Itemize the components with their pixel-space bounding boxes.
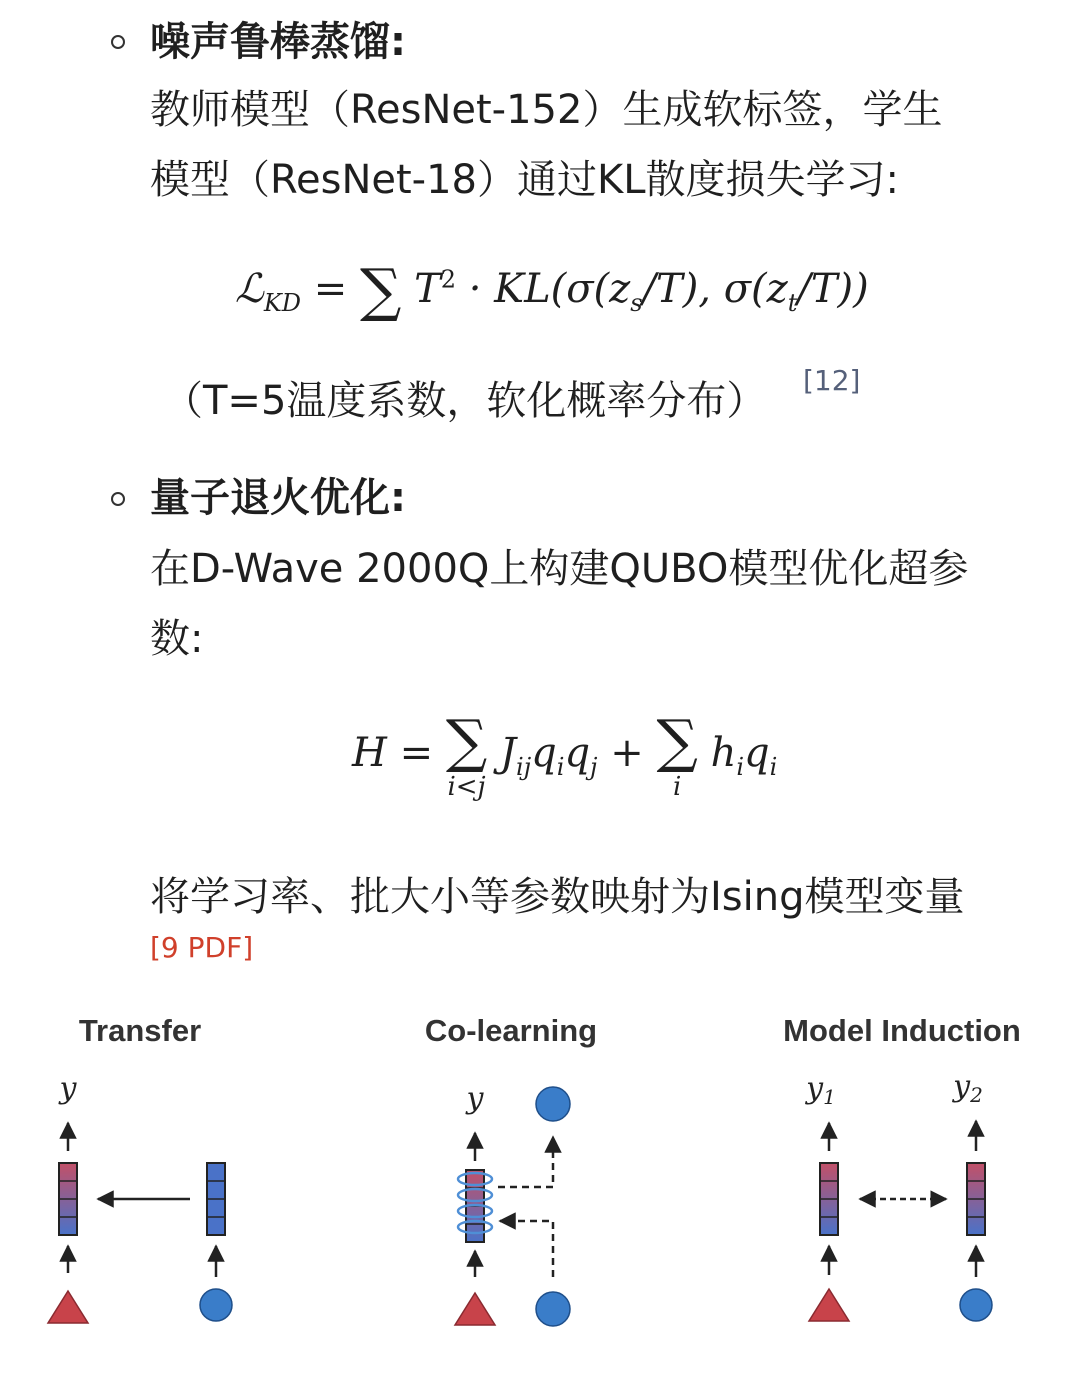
paragraph-line: 教师模型（ResNet-152）生成软标签，学生 <box>150 87 943 133</box>
formula-term: /T)) <box>797 266 869 312</box>
formula-symbol: q <box>564 730 591 776</box>
formula-symbol: h <box>710 730 737 776</box>
formula-symbol: J <box>499 730 517 776</box>
temperature-note: （T=5温度系数，软化概率分布） <box>163 378 767 424</box>
formula-exponent: 2 <box>440 265 457 294</box>
formula-operator: = <box>399 730 434 776</box>
output-circle-icon <box>536 1087 570 1121</box>
ising-mapping-text: 将学习率、批大小等参数映射为Ising模型变量 <box>150 874 965 920</box>
formula-symbol: T <box>414 266 441 312</box>
teacher-model-bar <box>207 1163 225 1235</box>
paragraph-line: 数: <box>150 616 204 662</box>
input-triangle-icon <box>455 1293 495 1325</box>
student-model-bar <box>59 1163 77 1235</box>
formula-subscript: t <box>787 289 798 317</box>
output-label-y2: $y_2$ <box>953 1069 983 1107</box>
input-circle-icon <box>960 1289 992 1321</box>
panel-title-co-learning: Co-learning <box>424 1013 598 1048</box>
formula-symbol: H <box>352 730 387 776</box>
transfer-diagram <box>48 1071 232 1323</box>
formula-subscript: ij <box>516 753 532 781</box>
output-label-y: y <box>59 1071 77 1106</box>
formula-subscript: KD <box>263 289 301 317</box>
sum-symbol: ∑ <box>359 256 402 324</box>
qubo-hamiltonian-formula <box>352 707 778 802</box>
section-heading-distillation: 噪声鲁棒蒸馏: <box>150 19 406 65</box>
formula-operator: = <box>313 266 348 312</box>
bullet-marker <box>111 35 125 49</box>
panel-title-transfer: Transfer <box>78 1013 202 1048</box>
input-circle-icon <box>536 1292 570 1326</box>
formula-symbol: q <box>531 730 557 776</box>
pdf-citation-link[interactable]: [9 PDF] <box>150 931 254 964</box>
sum-limit: i<j <box>447 772 486 802</box>
paragraph-line: 在D-Wave 2000Q上构建QUBO模型优化超参 <box>150 546 969 592</box>
paragraph-line: 模型（ResNet-18）通过KL散度损失学习: <box>150 157 899 203</box>
sum-limit: i <box>672 772 682 802</box>
formula-subscript: s <box>630 289 643 317</box>
citation-link[interactable]: [12] <box>803 364 861 397</box>
formula-subscript: i <box>556 753 565 781</box>
model-induction-diagram <box>804 1069 992 1321</box>
formula-subscript: j <box>590 753 598 781</box>
sum-symbol: ∑ <box>445 707 488 775</box>
model-bar-2 <box>967 1163 985 1235</box>
annealing-paragraph <box>150 534 1050 674</box>
formula-subscript: i <box>769 753 778 781</box>
formula-subscript: i <box>736 753 745 781</box>
learning-paradigms-figure <box>0 995 1080 1355</box>
sum-symbol: ∑ <box>656 707 698 775</box>
formula-symbol: q <box>744 730 770 776</box>
bullet-marker <box>111 492 125 506</box>
formula-term: · KL(σ(z <box>468 266 631 312</box>
input-triangle-icon <box>809 1289 849 1321</box>
output-label-y1: $y_1$ <box>806 1071 836 1109</box>
model-bar-1 <box>820 1163 838 1235</box>
formula-term: /T), σ(z <box>642 266 788 312</box>
input-circle-icon <box>200 1289 232 1321</box>
panel-title-model-induction: Model Induction <box>783 1013 1021 1048</box>
input-triangle-icon <box>48 1291 88 1323</box>
distillation-paragraph <box>150 75 1050 215</box>
co-learning-diagram <box>455 1081 570 1326</box>
section-heading-annealing: 量子退火优化: <box>150 475 406 521</box>
formula-symbol: ℒ <box>235 266 264 312</box>
dashed-arrow-out <box>498 1137 553 1187</box>
sum-with-limit <box>656 707 698 802</box>
sum-with-limit <box>445 707 488 802</box>
formula-operator: + <box>610 730 644 776</box>
dashed-arrow-in <box>500 1221 553 1277</box>
kd-loss-formula <box>235 256 869 324</box>
output-label-y: y <box>466 1081 484 1116</box>
